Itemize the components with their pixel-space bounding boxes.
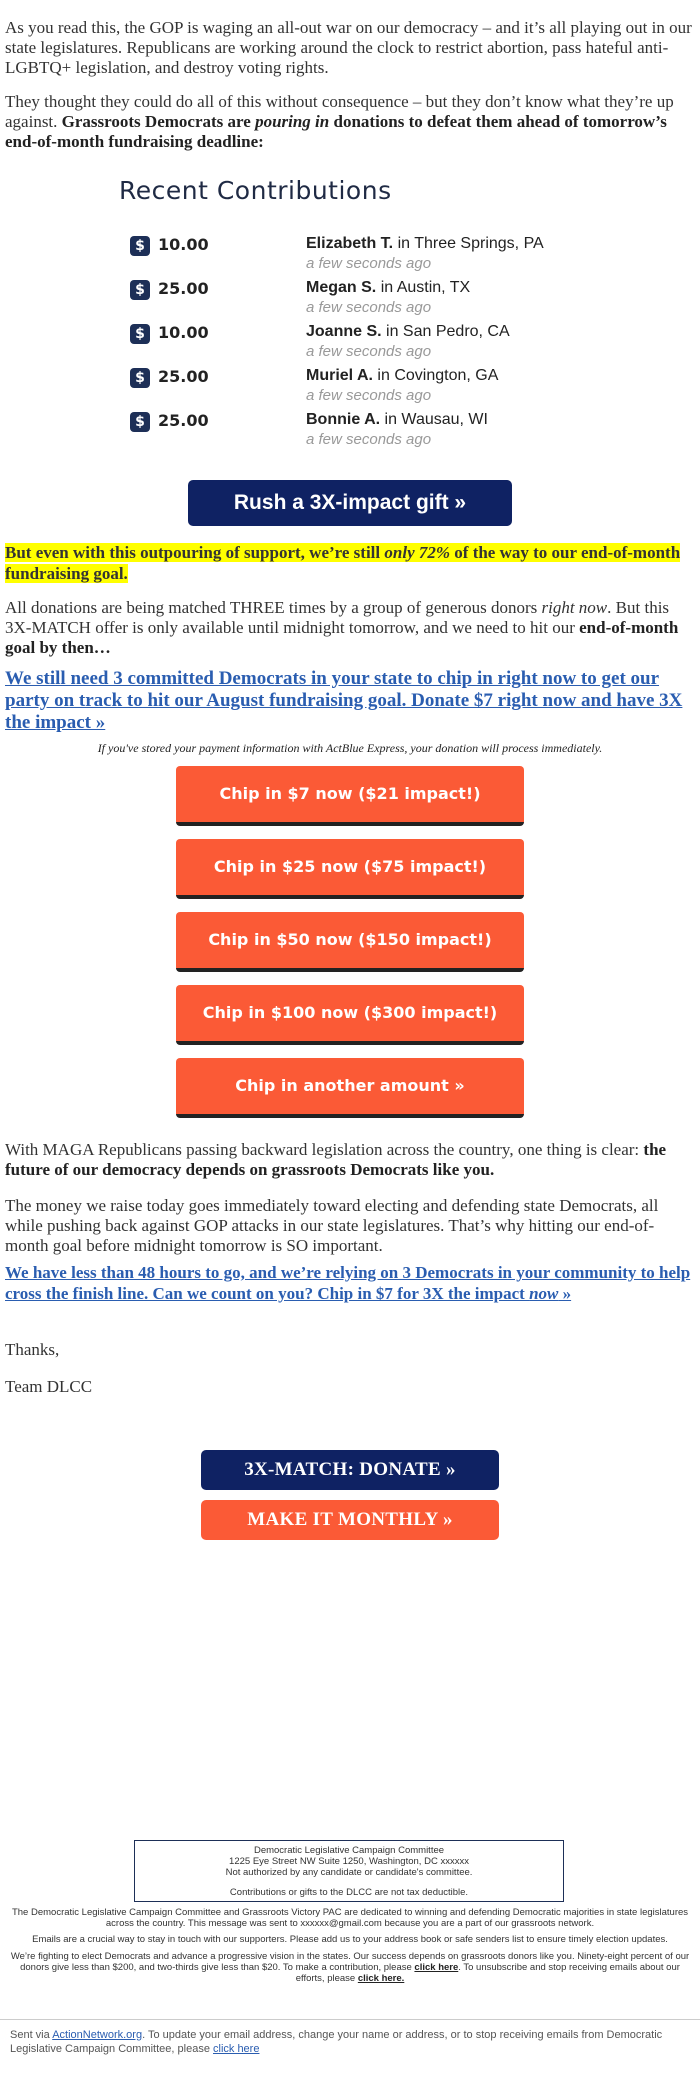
recent-contributions-title: Recent Contributions	[119, 176, 392, 205]
contribution-amount: 25.00	[158, 367, 209, 386]
contribution-time: a few seconds ago	[306, 299, 432, 316]
intro-paragraph-1	[5, 18, 695, 78]
footer-paragraph-3	[8, 1951, 692, 1984]
actionnetwork-link[interactable]: ActionNetwork.org	[52, 2029, 143, 2041]
dollar-icon: $	[130, 324, 150, 344]
make-monthly-button[interactable]: MAKE IT MONTHLY »	[201, 1500, 499, 1540]
intro-text-1: As you read this, the GOP is waging an all-out war on our democracy – and it’s all playing out in our state legislatures. Republicans are working around the clock to restrict abortion, pass hateful anti-LGBTQ+ legislation, and destroy voting rights.	[5, 18, 692, 77]
contribution-row	[130, 408, 570, 452]
donate-7-link[interactable]: We still need 3 committed Democrats in your state to chip in right now to get our party on track to hit our August fundraising goal. Donate $7 right now and have 3X the impact »	[5, 668, 683, 733]
contributor-name: Muriel A.	[306, 367, 373, 384]
highlight-span	[5, 543, 680, 583]
contribution-row	[130, 232, 570, 276]
contributor-name: Bonnie A.	[306, 411, 381, 428]
maga-paragraph	[5, 1140, 695, 1180]
contribution-amount: 10.00	[158, 235, 209, 254]
contributor	[306, 279, 470, 297]
contributor-location: in San Pedro, CA	[386, 323, 510, 340]
contributor-name: Joanne S.	[306, 323, 382, 340]
link2-text[interactable]: We have less than 48 hours to go, and we’re relying on 3 Democrats in your community to help cross the finish line. Can we count on you? Chip in $7 for 3X the impact	[5, 1263, 691, 1303]
contributor-location: in Three Springs, PA	[397, 235, 544, 252]
maga-bold: the future of our democracy depends on grassroots Democrats like you.	[5, 1140, 667, 1179]
thanks-text: Thanks,	[5, 1340, 60, 1359]
footer-org-name: Democratic Legislative Campaign Committee	[253, 1845, 445, 1856]
footer-paragraph-2: Emails are a crucial way to stay in touch with our supporters. Please add us to your address book or safe senders list to ensure timely election updates.	[32, 1934, 668, 1945]
link2-suffix[interactable]: »	[558, 1284, 572, 1303]
money-paragraph: The money we raise today goes immediately toward electing and defending state Democrats, all while pushing back against GOP attacks in our state legislatures. That’s why hitting our end-of-month goal before midnight tomorrow is SO important.	[5, 1196, 659, 1255]
chip-other-amount-button[interactable]: Chip in another amount »	[176, 1058, 524, 1118]
contributor	[306, 235, 544, 253]
highlight-pre: But even with this outpouring of support, we’re still	[5, 543, 385, 562]
chip-100-button[interactable]: Chip in $100 now ($300 impact!)	[176, 985, 524, 1045]
actblue-note: If you've stored your payment information with ActBlue Express, your donation will process immediately.	[97, 741, 603, 755]
dollar-icon: $	[130, 236, 150, 256]
contribution-row	[130, 276, 570, 320]
footer-divider	[0, 2019, 700, 2020]
sent-via-mid: . To update your email address, change your name or address, or to stop receiving emails from Democratic Legislative Campaign Committee, please	[10, 2029, 663, 2055]
contributor-location: in Austin, TX	[380, 279, 471, 296]
contributor	[306, 367, 498, 385]
team-signature: Team DLCC	[5, 1377, 93, 1396]
highlight-post: of the way to our end-of-month fundraising goal.	[5, 543, 681, 583]
contribution-time: a few seconds ago	[306, 431, 432, 448]
footer-address: 1225 Eye Street NW Suite 1250, Washington, DC xxxxxx	[229, 1856, 469, 1867]
dollar-icon: $	[130, 280, 150, 300]
intro-bold-2: donations to defeat them ahead of tomorrow’s end-of-month fundraising deadline:	[5, 112, 667, 151]
maga-pre: With MAGA Republicans passing backward legislation across the country, one thing is clear:	[5, 1140, 644, 1159]
intro-paragraph-2	[5, 92, 695, 152]
dollar-icon: $	[130, 368, 150, 388]
contributor	[306, 323, 510, 341]
unsubscribe-link[interactable]: click here.	[357, 1973, 405, 1984]
chip-25-button[interactable]: Chip in $25 now ($75 impact!)	[176, 839, 524, 899]
footer-para3-mid: . To unsubscribe and stop receiving emails about our efforts, please	[295, 1962, 680, 1984]
intro-bold-italic: pouring in	[255, 112, 330, 131]
contributor	[306, 411, 488, 429]
chip-7-button[interactable]: Chip in $7 now ($21 impact!)	[176, 766, 524, 826]
contribution-row	[130, 320, 570, 364]
contribution-row	[130, 364, 570, 408]
chip-in-now-link[interactable]	[5, 1262, 695, 1304]
link2-italic[interactable]: now	[529, 1284, 559, 1303]
contribution-amount: 25.00	[158, 411, 209, 430]
match-pre: All donations are being matched THREE times by a group of generous donors	[5, 598, 542, 617]
contributor-name: Megan S.	[306, 279, 377, 296]
contribution-amount: 10.00	[158, 323, 209, 342]
match-bold: end-of-month goal by then…	[5, 618, 679, 657]
footer-authorization: Not authorized by any candidate or candidate's committee.	[225, 1867, 473, 1878]
footer-para3-pre: We’re fighting to elect Democrats and advance a progressive vision in the states. Our success depends on grassroots donors like you. Ninety-eight percent of our donors give less than $200, and two-thirds give less than $20. To make a contribution, please	[10, 1951, 690, 1973]
footer-address-box	[134, 1840, 564, 1902]
footer-tax-note: Contributions or gifts to the DLCC are not tax deductible.	[229, 1887, 469, 1898]
dollar-icon: $	[130, 412, 150, 432]
update-preferences-link[interactable]: click here	[213, 2043, 260, 2055]
goal-highlight	[5, 542, 695, 584]
match-paragraph	[5, 598, 695, 658]
contributor-location: in Wausau, WI	[384, 411, 488, 428]
highlight-italic: only 72%	[384, 543, 451, 562]
contribution-time: a few seconds ago	[306, 255, 432, 272]
intro-text-2: They thought they could do all of this without consequence – but they don’t know what they’re up against.	[5, 92, 674, 131]
footer-paragraph-1: The Democratic Legislative Campaign Committee and Grassroots Victory PAC are dedicated to winning and defending Democratic majorities in state legislatures across the country. This message was sent to xxxxxx@gmail.com because you are a part of our grassroots network.	[11, 1907, 689, 1929]
match-mid: . But this 3X-MATCH offer is only available until midnight tomorrow, and we need to hit our	[5, 598, 670, 637]
match-italic: right now	[541, 598, 608, 617]
contributor-location: in Covington, GA	[377, 367, 499, 384]
contribution-amount: 25.00	[158, 279, 209, 298]
contributor-name: Elizabeth T.	[306, 235, 394, 252]
sent-via-pre: Sent via	[10, 2029, 53, 2041]
chip-50-button[interactable]: Chip in $50 now ($150 impact!)	[176, 912, 524, 972]
contribution-time: a few seconds ago	[306, 343, 432, 360]
match-donate-button[interactable]: 3X-MATCH: DONATE »	[201, 1450, 499, 1490]
sent-via-notice	[10, 2028, 690, 2056]
rush-gift-button[interactable]: Rush a 3X-impact gift »	[188, 480, 512, 526]
intro-bold-1: Grassroots Democrats are	[61, 112, 256, 131]
contribute-link[interactable]: click here	[414, 1962, 459, 1973]
contribution-time: a few seconds ago	[306, 387, 432, 404]
